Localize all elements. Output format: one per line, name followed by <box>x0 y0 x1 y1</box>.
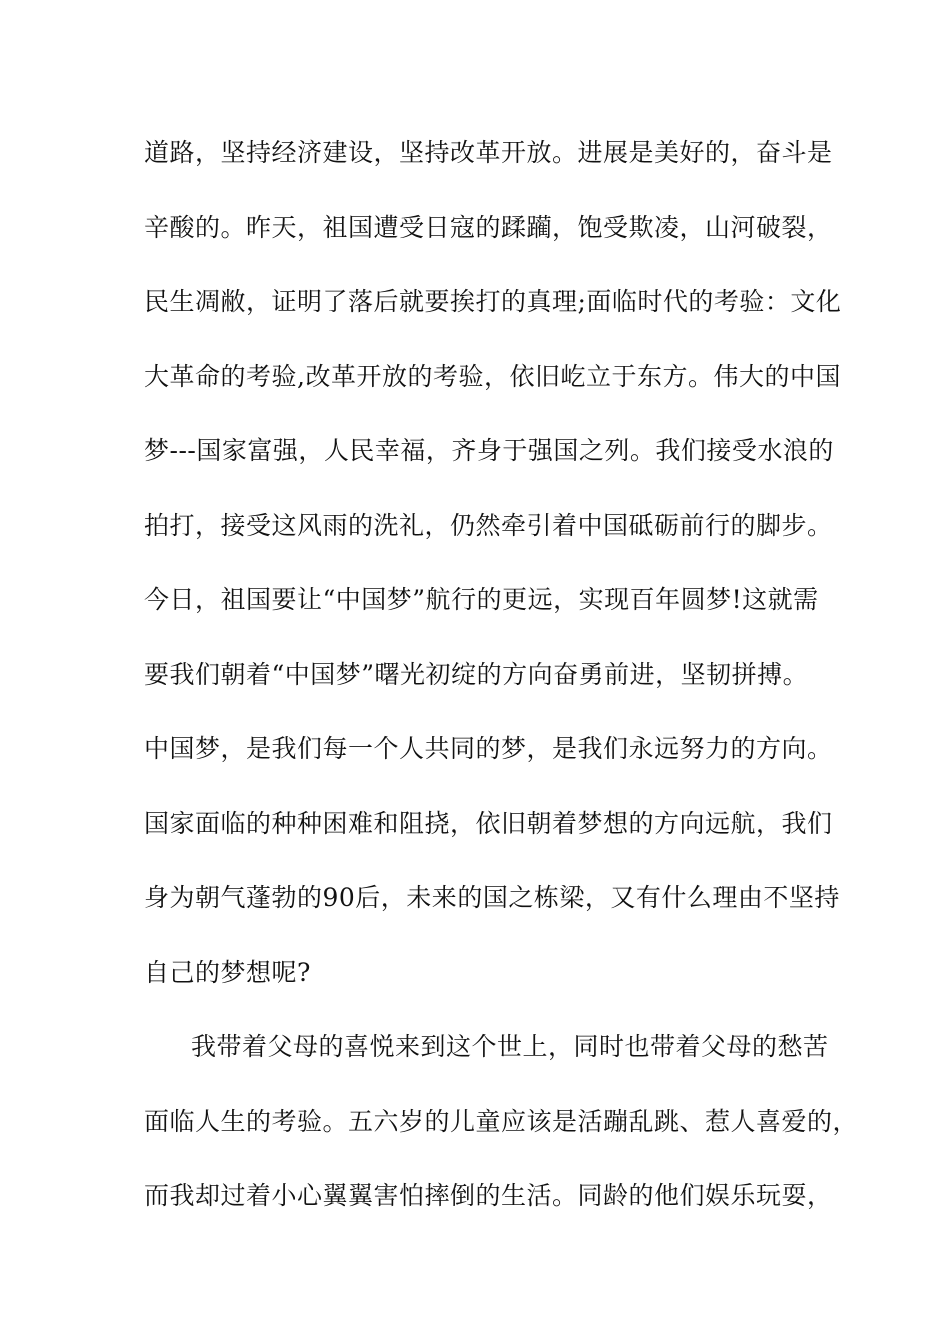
text-line-14: 面临人生的考验。五六岁的儿童应该是活蹦乱跳、惹人喜爱的， <box>144 1107 859 1136</box>
text-line-12: 自己的梦想呢? <box>144 958 311 987</box>
text-line-11: 身为朝气蓬勃的90后，未来的国之栋梁，又有什么理由不坚持 <box>144 883 840 912</box>
text-line-5: 梦---国家富强，人民幸福，齐身于强国之列。我们接受水浪的 <box>144 436 834 465</box>
text-line-1: 道路，坚持经济建设，坚持改革开放。进展是美好的，奋斗是 <box>144 138 833 167</box>
text-line-2: 辛酸的。昨天，祖国遭受日寇的蹂躏，饱受欺凌，山河破裂， <box>144 213 833 242</box>
paragraph-start-line: 我带着父母的喜悦来到这个世上，同时也带着父母的愁苦 <box>191 1032 829 1061</box>
text-line-4: 大革命的考验,改革开放的考验，依旧屹立于东方。伟大的中国 <box>144 362 841 391</box>
text-line-10: 国家面临的种种困难和阻挠，依旧朝着梦想的方向远航，我们 <box>144 809 833 838</box>
text-line-7: 今日，祖国要让“中国梦”航行的更远，实现百年圆梦!这就需 <box>144 585 819 614</box>
text-line-6: 拍打，接受这风雨的洗礼，仍然牵引着中国砥砺前行的脚步。 <box>144 511 833 540</box>
text-line-9: 中国梦，是我们每一个人共同的梦，是我们永远努力的方向。 <box>144 734 833 763</box>
text-line-15: 而我却过着小心翼翼害怕摔倒的生活。同龄的他们娱乐玩耍， <box>144 1181 833 1210</box>
text-line-8: 要我们朝着“中国梦”曙光初绽的方向奋勇前进，坚韧拼搏。 <box>144 660 809 689</box>
text-line-3: 民生凋敝，证明了落后就要挨打的真理;面临时代的考验：文化 <box>144 287 842 316</box>
